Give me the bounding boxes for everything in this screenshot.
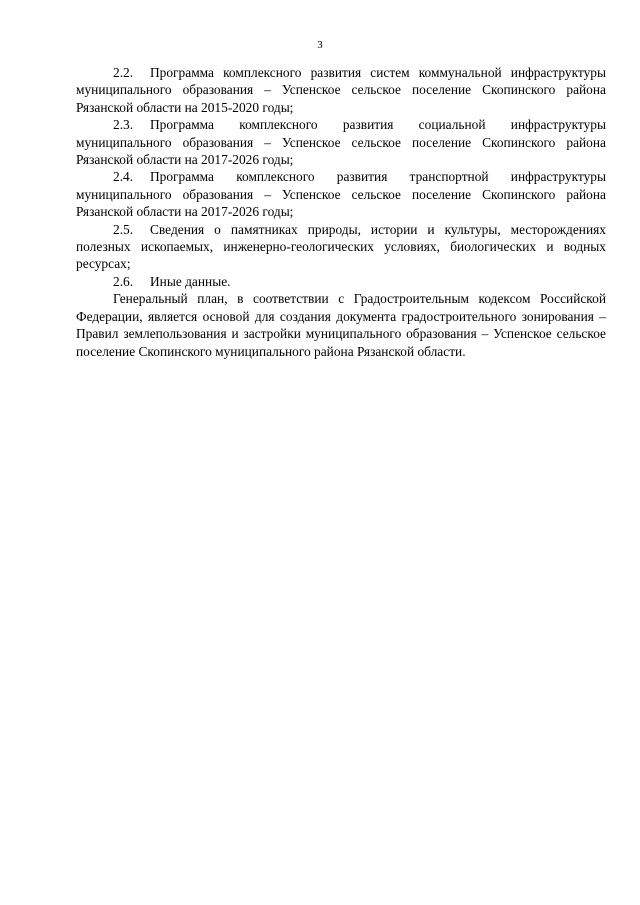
item-text: Иные данные. [150, 273, 231, 289]
page-number: 3 [317, 39, 323, 51]
item-text: Программа комплексного развития систем коммунальной инфраструктуры муниципального образования – Успенское сельское поселение Скопинского района Рязанской области на 2015-2020 годы; [76, 65, 606, 115]
item-text: Программа комплексного развития транспортной инфраструктуры муниципального образования – Успенское сельское поселение Скопинского района Рязанской области на 2017-2026 годы; [76, 169, 606, 220]
item-number: 2.6. [113, 273, 134, 289]
list-item-2-5 [76, 221, 606, 273]
item-number: 2.5. [113, 221, 134, 237]
item-number: 2.3. [113, 117, 134, 133]
document-body [76, 64, 606, 360]
item-text: Сведения о памятниках природы, истории и культуры, месторождениях полезных ископаемых, инженерно-геологических условиях, биологических и водных ресурсах; [76, 221, 606, 272]
item-text: Программа комплексного развития социальной инфраструктуры муниципального образования – Успенское сельское поселение Скопинского района Рязанской области на 2017-2026 годы; [76, 117, 606, 168]
list-item-2-2 [76, 64, 606, 116]
item-number: 2.2. [113, 65, 134, 80]
list-item-2-6 [76, 273, 606, 290]
item-number: 2.4. [113, 169, 134, 185]
list-item-2-3 [76, 116, 606, 168]
closing-paragraph: Генеральный план, в соответствии с Градостроительным кодексом Российской Федерации, является основой для создания документа градостроительного зонирования – Правил землепользования и застройки муниципального образования – Успенское сельское поселение Скопинского муниципального района Рязанской области. [76, 291, 606, 359]
list-item-2-4 [76, 168, 606, 220]
